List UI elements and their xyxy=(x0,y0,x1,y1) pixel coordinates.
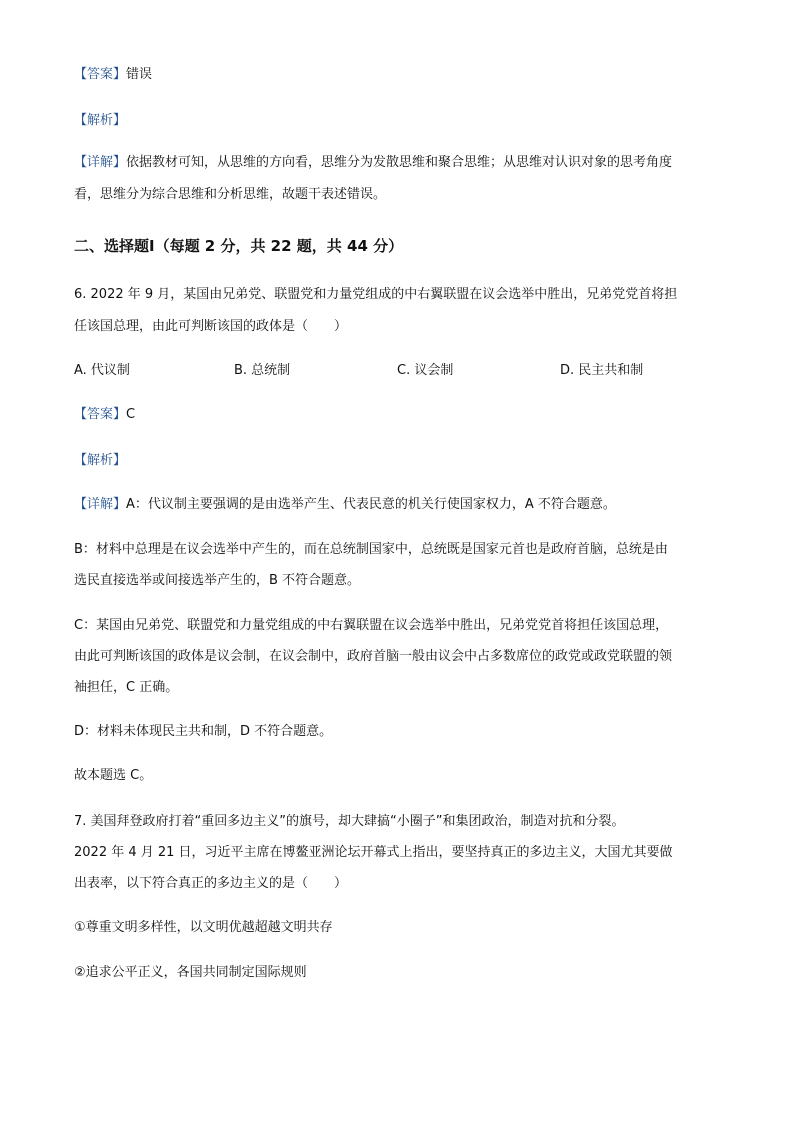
q7-item-1: ①尊重文明多样性，以文明优越超越文明共存 xyxy=(74,920,333,935)
q5-detail-line-1 xyxy=(74,154,724,172)
q6-detail-c-line-1: C：某国由兄弟党、联盟党和力量党组成的中右翼联盟在议会选举中胜出，兄弟党党首将担任该国总理， xyxy=(74,618,669,633)
detail-tag: 【详解】 xyxy=(74,155,127,170)
answer-text: C xyxy=(126,407,136,422)
answer-text: 错误 xyxy=(126,67,153,82)
q6-detail-a xyxy=(74,496,724,514)
q7-item-2: ②追求公平正义，各国共同制定国际规则 xyxy=(74,965,307,980)
q5-detail-line-2 xyxy=(74,186,724,204)
q6-answer-line xyxy=(74,406,724,424)
q6-option-d: D. 民主共和制 xyxy=(560,363,644,378)
section-title: 二、选择题Ⅰ（每题 2 分，共 22 题，共 44 分） xyxy=(74,237,404,255)
answer-tag: 【答案】 xyxy=(74,67,127,82)
q6-detail-c-line-3: 袖担任，C 正确。 xyxy=(74,680,179,695)
analysis-tag: 【解析】 xyxy=(74,113,127,128)
q6-detail-d: D：材料未体现民主共和制，D 不符合题意。 xyxy=(74,724,333,739)
q6-stem-line-1: 6. 2022 年 9 月，某国由兄弟党、联盟党和力量党组成的中右翼联盟在议会选举中胜出，兄弟党党首将担 xyxy=(74,287,678,302)
q7-stem-line-1: 7. 美国拜登政府打着“重回多边主义”的旗号，却大肆搞“小圈子”和集团政治，制造对抗和分裂。 xyxy=(74,814,625,829)
detail-text: A：代议制主要强调的是由选举产生、代表民意的机关行使国家权力，A 不符合题意。 xyxy=(126,497,616,512)
q7-stem-line-3: 出表率，以下符合真正的多边主义的是（ ） xyxy=(74,876,348,891)
detail-text: 看，思维分为综合思维和分析思维，故题干表述错误。 xyxy=(74,187,387,202)
q6-detail-c-line-2: 由此可判断该国的政体是议会制，在议会制中，政府首脑一般由议会中占多数席位的政党或政党联盟的领 xyxy=(74,649,673,664)
q5-analysis-line xyxy=(74,112,724,130)
q6-analysis-line xyxy=(74,452,724,470)
q6-option-b: B. 总统制 xyxy=(234,363,291,378)
q5-answer-line xyxy=(74,66,724,84)
analysis-tag: 【解析】 xyxy=(74,453,127,468)
q6-option-c: C. 议会制 xyxy=(397,363,454,378)
q7-stem-line-2: 2022 年 4 月 21 日，习近平主席在博鳌亚洲论坛开幕式上指出，要坚持真正的多边主义，大国尤其要做 xyxy=(74,845,673,860)
q6-detail-b-line-2: 选民直接选举或间接选举产生的，B 不符合题意。 xyxy=(74,573,361,588)
q6-conclusion: 故本题选 C。 xyxy=(74,768,153,783)
q6-detail-b-line-1: B：材料中总理是在议会选举中产生的，而在总统制国家中，总统既是国家元首也是政府首脑，总统是由 xyxy=(74,542,668,557)
answer-tag: 【答案】 xyxy=(74,407,127,422)
detail-tag: 【详解】 xyxy=(74,497,127,512)
detail-text: 依据教材可知，从思维的方向看，思维分为发散思维和聚合思维；从思维对认识对象的思考角度 xyxy=(126,155,673,170)
q6-option-a: A. 代议制 xyxy=(74,363,130,378)
q6-stem-line-2: 任该国总理，由此可判断该国的政体是（ ） xyxy=(74,319,348,334)
